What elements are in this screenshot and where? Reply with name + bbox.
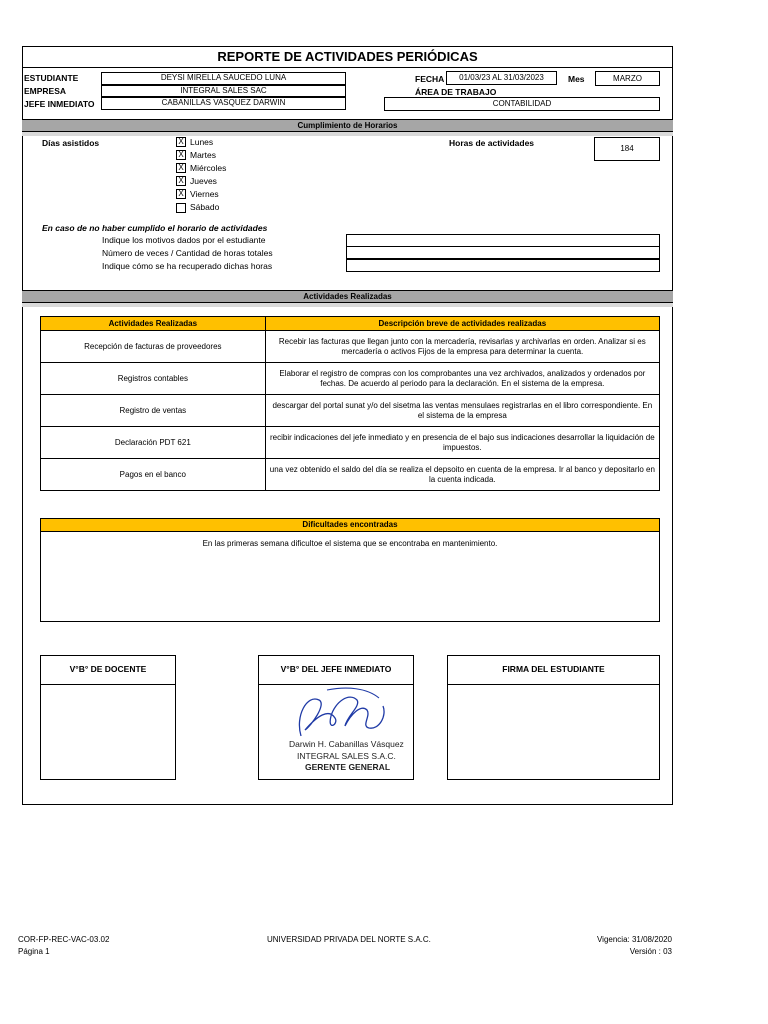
dia-martes: [176, 150, 256, 163]
descripcion-cell: descargar del portal sunat y/o del sisetma las ventas mensulaes registrarlas en el libro correspondiente. En el sistema de la empresa: [265, 395, 659, 427]
footer-code: COR-FP-REC-VAC-03.02: [18, 935, 110, 944]
descripcion-cell: una vez obtenido el saldo del día se realiza el depsoito en cuenta de la empresa. Ir al banco y depositarlo en la cuenta indicada.: [265, 459, 659, 491]
miercoles-label: Miércoles: [190, 163, 227, 173]
dia-viernes: [176, 189, 256, 202]
estudiante-field: DEYSI MIRELLA SAUCEDO LUNA: [101, 72, 346, 85]
stamp-company: INTEGRAL SALES S.A.C.: [297, 751, 396, 761]
docente-signature-label: V°B° DE DOCENTE: [41, 656, 175, 685]
martes-checkbox[interactable]: X: [176, 150, 186, 160]
sabado-label: Sábado: [190, 202, 220, 212]
descripcion-cell: Recebir las facturas que llegan junto con la mercadería, revisarlas y archivarlas en orden. Analizar si es mercadería o activos Fijos de la empresa para determinar la cuenta.: [265, 331, 659, 363]
dias-label: Días asistidos: [42, 138, 100, 148]
motivos-label: Indique los motivos dados por el estudiante: [102, 235, 266, 245]
jefe-field: CABANILLAS VASQUEZ DARWIN: [101, 97, 346, 110]
table-header-row: [41, 317, 660, 331]
fecha-field: 01/03/23 AL 31/03/2023: [446, 71, 557, 85]
lunes-label: Lunes: [190, 137, 214, 147]
actividad-cell: Declaración PDT 621: [41, 427, 266, 459]
table-row: [41, 363, 660, 395]
dificultades-box: [40, 531, 660, 622]
martes-label: Martes: [190, 150, 216, 160]
fecha-label: FECHA: [415, 74, 445, 84]
descripcion-cell: recibir indicaciones del jefe inmediato y en presencia de el bajo sus indicaciones desarrollar la liquidación de impuestos.: [265, 427, 659, 459]
viernes-checkbox[interactable]: X: [176, 189, 186, 199]
veces-label: Número de veces / Cantidad de horas totales: [102, 248, 273, 258]
signature-scribble-icon: [287, 686, 397, 744]
actividad-cell: Registro de ventas: [41, 395, 266, 427]
miercoles-checkbox[interactable]: X: [176, 163, 186, 173]
footer-vigencia: Vigencia: 31/08/2020: [596, 935, 672, 944]
actividad-cell: Recepción de facturas de proveedores: [41, 331, 266, 363]
horarios-band-shadow: [22, 132, 673, 136]
dia-sabado: [176, 202, 256, 215]
mes-field: MARZO: [595, 71, 660, 86]
dificultades-header: Dificultades encontradas: [40, 518, 660, 532]
horarios-section-header: Cumplimiento de Horarios: [22, 119, 673, 132]
estudiante-signature-box[interactable]: [447, 655, 660, 780]
viernes-label: Viernes: [190, 189, 219, 199]
footer-page: Página 1: [18, 947, 50, 956]
mes-label: Mes: [568, 74, 585, 84]
actividad-cell: Pagos en el banco: [41, 459, 266, 491]
dia-lunes: [176, 137, 256, 150]
descripcion-cell: Elaborar el registro de compras con los comprobantes una vez archivados, analizados y ordenados por fechas. De acuerdo al periodo para la declaración. En el sistema de la empresa.: [265, 363, 659, 395]
docente-signature-box[interactable]: [40, 655, 176, 780]
actividades-section-header: Actividades Realizadas: [22, 290, 673, 303]
col-actividad-header: Actividades Realizadas: [41, 317, 266, 331]
dia-jueves: [176, 176, 256, 189]
dificultades-text: En las primeras semana dificultoe el sistema que se encontraba en mantenimiento.: [202, 539, 498, 548]
actividad-cell: Registros contables: [41, 363, 266, 395]
footer-university: UNIVERSIDAD PRIVADA DEL NORTE S.A.C.: [267, 935, 431, 944]
sabado-checkbox[interactable]: [176, 203, 186, 213]
table-row: [41, 395, 660, 427]
jueves-checkbox[interactable]: X: [176, 176, 186, 186]
jefe-label: JEFE INMEDIATO: [24, 99, 95, 109]
table-row: [41, 331, 660, 363]
estudiante-signature-label: FIRMA DEL ESTUDIANTE: [448, 656, 659, 685]
estudiante-label: ESTUDIANTE: [24, 73, 79, 83]
table-row: [41, 459, 660, 491]
area-label: ÁREA DE TRABAJO: [415, 87, 497, 97]
stamp-name: Darwin H. Cabanillas Vásquez: [289, 739, 404, 749]
recuperado-field[interactable]: [346, 259, 660, 272]
horas-field: 184: [594, 137, 660, 161]
report-title: REPORTE DE ACTIVIDADES PERIÓDICAS: [22, 46, 673, 68]
no-cumplido-label: En caso de no haber cumplido el horario de actividades: [42, 223, 268, 233]
dia-miercoles: [176, 163, 256, 176]
veces-field[interactable]: [346, 246, 660, 259]
jefe-signature-box[interactable]: [258, 655, 414, 780]
lunes-checkbox[interactable]: X: [176, 137, 186, 147]
col-descripcion-header: Descripción breve de actividades realizadas: [265, 317, 659, 331]
table-row: [41, 427, 660, 459]
jefe-signature-label: V°B° DEL JEFE INMEDIATO: [259, 656, 413, 685]
actividades-table: [40, 316, 660, 491]
empresa-field: INTEGRAL SALES SAC: [101, 85, 346, 97]
area-field: CONTABILIDAD: [384, 97, 660, 111]
stamp-role: GERENTE GENERAL: [305, 762, 391, 772]
recuperado-label: Indique cómo se ha recuperado dichas horas: [102, 261, 273, 271]
jueves-label: Jueves: [190, 176, 217, 186]
empresa-label: EMPRESA: [24, 86, 67, 96]
actividades-band-shadow: [22, 303, 673, 307]
horas-label: Horas de actividades: [449, 138, 535, 148]
footer-version: Versión : 03: [629, 947, 672, 956]
